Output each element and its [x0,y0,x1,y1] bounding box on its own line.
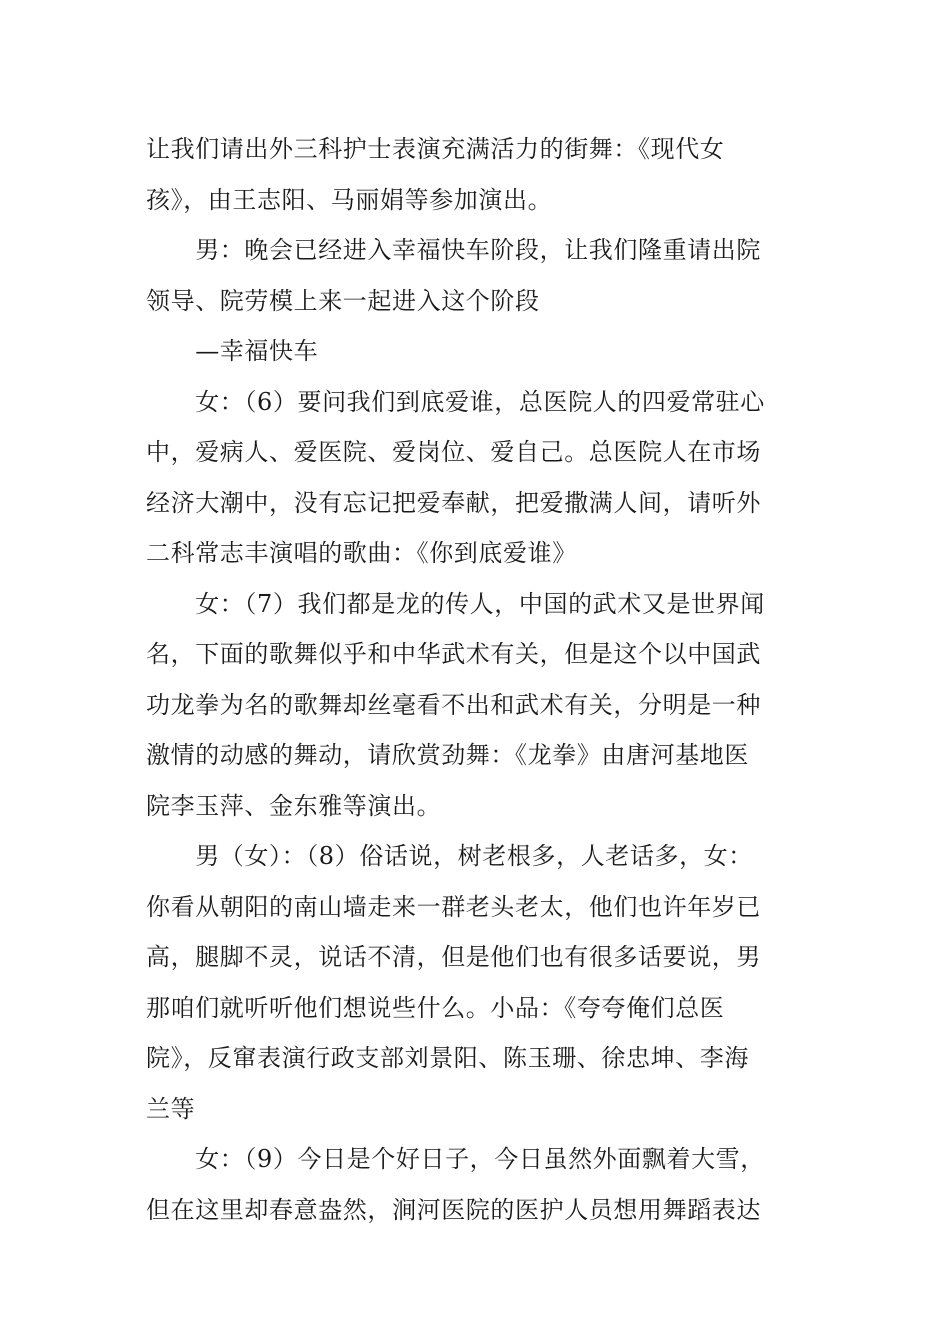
paragraph-dance-intro: 让我们请出外三科护士表演充满活力的街舞：《现代女 孩》，由王志阳、马丽娟等参加演出。 [146,135,725,214]
paragraph-sketch-intro: 男（女）：（8）俗话说，树老根多，人老话多，女： 你看从朝阳的南山墙走来一群老头老太，他们也许年岁已 高，腿脚不灵，说话不清，但是他们也有很多话要说，男 那咱们就听听他们想说些什么。小品：《夸夸俺们总医 院》，反窜表演行政支部刘景阳、陈玉珊、徐忠坤、李海 兰等 [146,842,761,1123]
paragraph-snow-dance: 女：（9）今日是个好日子，今日虽然外面飘着大雪， 但在这里却春意盎然，涧河医院的医护人员想用舞蹈表达 [146,1145,765,1224]
document-body [146,124,808,1235]
paragraph-section-title: —幸福快车 [146,337,319,365]
paragraph-dragon-fist: 女：（7）我们都是龙的传人，中国的武术又是世界闻 名，下面的歌舞似乎和中华武术有关，但是这个以中国武 功龙拳为名的歌舞却丝毫看不出和武术有关，分明是一种 激情的动感的舞动，请欣赏劲舞：《龙拳》由唐河基地医 院李玉萍、金东雅等演出。 [146,589,765,820]
paragraph-song-intro: 女：（6）要问我们到底爱谁，总医院人的四爱常驻心 中，爱病人、爱医院、爱岗位、爱自己。总医院人在市场 经济大潮中，没有忘记把爱奉献，把爱撒满人间，请听外 二科常志丰演唱的歌曲：《你到底爱谁》 [146,387,765,567]
paragraph-happy-express: 男：晚会已经进入幸福快车阶段，让我们隆重请出院 领导、院劳模上来一起进入这个阶段 [146,236,761,315]
